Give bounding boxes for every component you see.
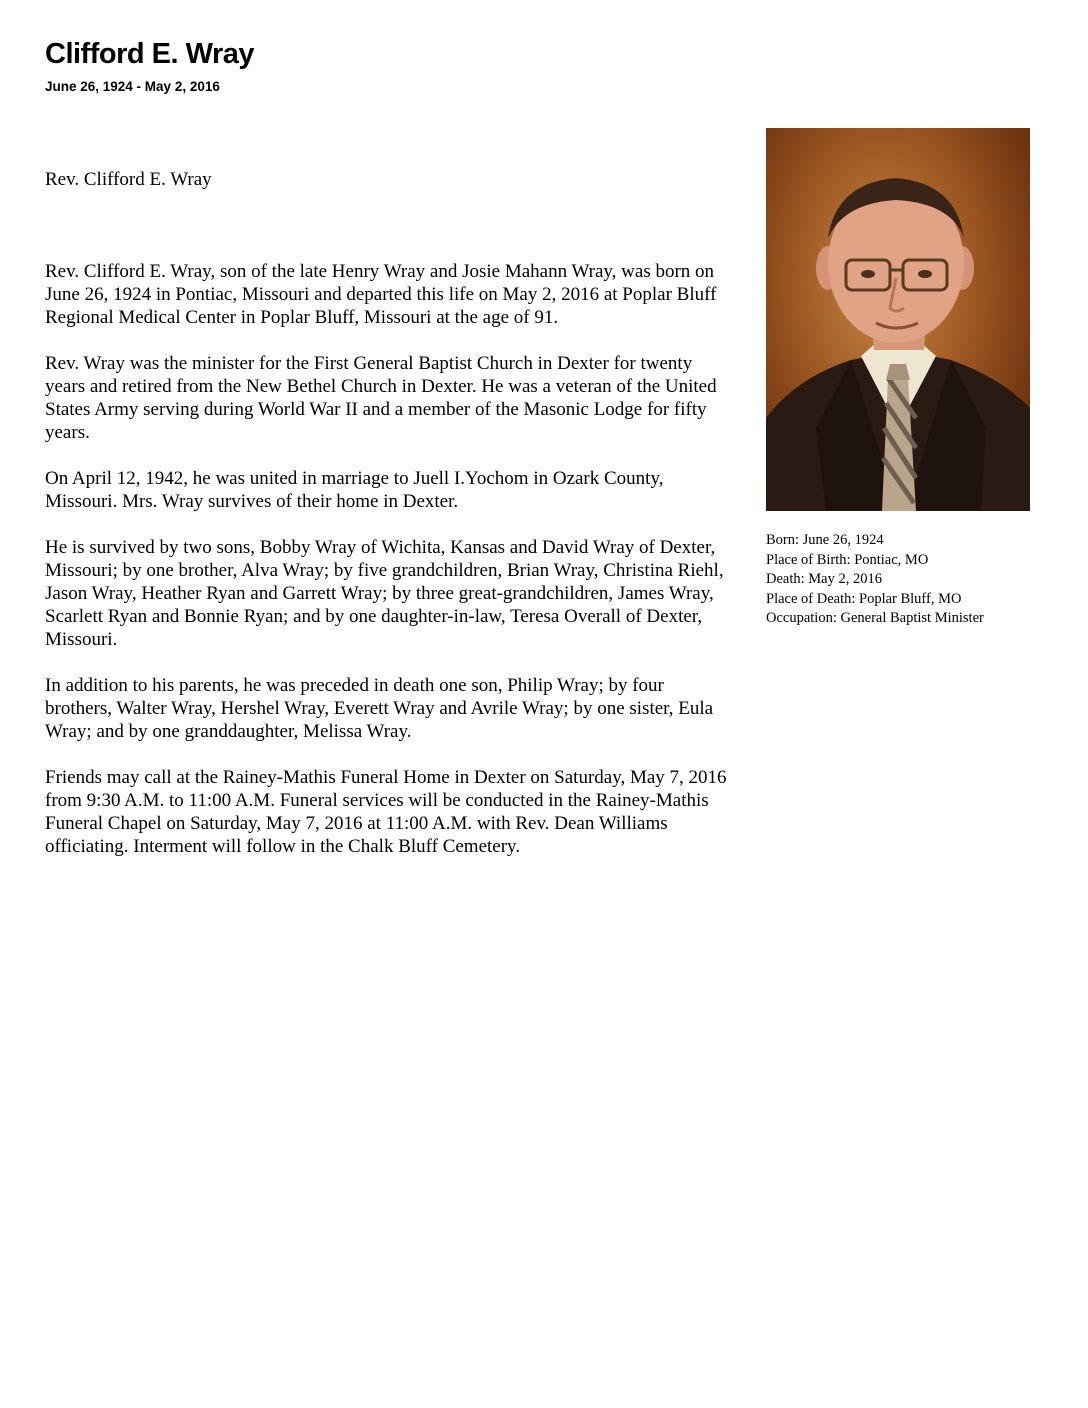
obituary-paragraph: Friends may call at the Rainey-Mathis Funeral Home in Dexter on Saturday, May 7, 2016 from 9:30 A.M. to 11:00 A.M. Funeral services will be conducted in the Rainey-Mathis Funeral Chapel on Saturday, May 7, 2016 at 11:00 A.M. with Rev. Dean Williams officiating. Interment will follow in the Chalk Bluff Cemetery. [45, 767, 727, 857]
born-fact: Born: June 26, 1924 [766, 532, 884, 548]
obituary-text [45, 168, 735, 881]
obituary-paragraph: Rev. Wray was the minister for the First General Baptist Church in Dexter for twenty years and retired from the New Bethel Church in Dexter. He was a veteran of the United States Army serving during World War II and a member of the Masonic Lodge for fifty years. [45, 353, 717, 443]
page-title: Clifford E. Wray [45, 38, 254, 70]
portrait-photo [766, 128, 1030, 511]
vital-facts [766, 531, 984, 629]
obituary-paragraph: Rev. Clifford E. Wray, son of the late Henry Wray and Josie Mahann Wray, was born on June 26, 1924 in Pontiac, Missouri and departed this life on May 2, 2016 at Poplar Bluff Regional Medical Center in Poplar Bluff, Missouri at the age of 91. [45, 261, 717, 328]
occupation-fact: Occupation: General Baptist Minister [766, 610, 984, 626]
place-of-death-fact: Place of Death: Poplar Bluff, MO [766, 590, 962, 607]
obituary-paragraph: In addition to his parents, he was preceded in death one son, Philip Wray; by four brothers, Walter Wray, Hershel Wray, Everett Wray and Avrile Wray; by one sister, Eula Wray; and by one granddaughter, Melissa Wray. [45, 675, 714, 742]
obituary-paragraph: On April 12, 1942, he was united in marriage to Juell I.Yochom in Ozark County, Missouri. Mrs. Wray survives of their home in Dexter. [45, 468, 664, 512]
place-of-birth-fact: Place of Birth: Pontiac, MO [766, 551, 929, 568]
death-fact: Death: May 2, 2016 [766, 571, 882, 587]
obituary-name-line: Rev. Clifford E. Wray [45, 169, 212, 190]
life-dates: June 26, 1924 - May 2, 2016 [45, 79, 220, 94]
obituary-paragraph: He is survived by two sons, Bobby Wray of Wichita, Kansas and David Wray of Dexter, Missouri; by one brother, Alva Wray; by five grandchildren, Brian Wray, Christina Riehl, Jason Wray, Heather Ryan and Garrett Wray; by three great-grandchildren, James Wray, Scarlett Ryan and Bonnie Ryan; and by one daughter-in-law, Teresa Overall of Dexter, Missouri. [45, 537, 724, 650]
